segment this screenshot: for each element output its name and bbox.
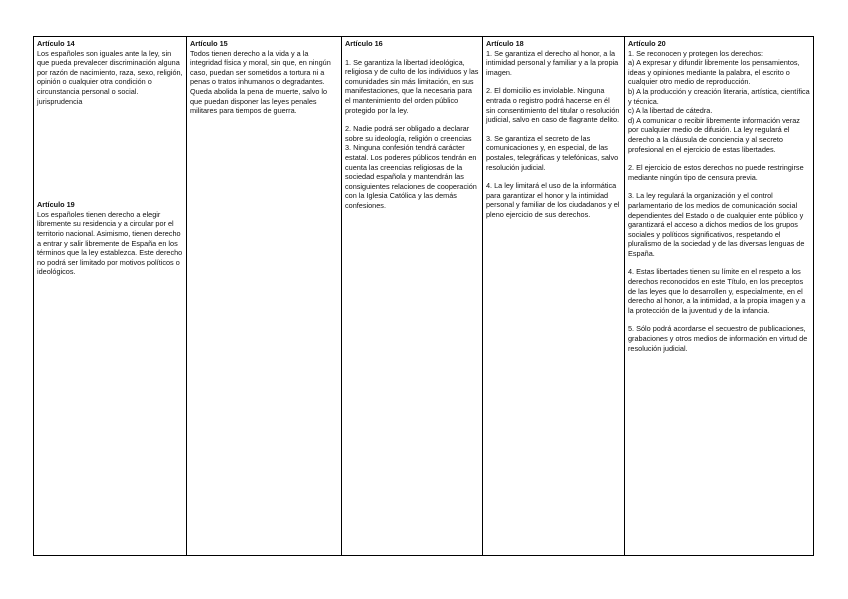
article-15-body: Todos tienen derecho a la vida y a la integridad física y moral, sin que, en ningún caso, puedan ser sometidos a tortura ni a penas o tratos inhumanos o degradantes. Queda abolida la pena de muerte, salvo lo que puedan disponer las leyes penales militares para tiempos de guerra. — [190, 48, 331, 116]
article-18-paragraph-4: 4. La ley limitará el uso de la informática para garantizar el honor y la intimidad personal y familiar de los ciudadanos y el pleno ejercicio de sus derechos. — [486, 181, 620, 219]
article-16-title: Artículo 16 — [345, 39, 383, 48]
article-14-body: Los españoles son iguales ante la ley, sin que pueda prevalecer discriminación alguna por razón de nacimiento, raza, sexo, religión, opinión o cualquier otra condición o circunstancia personal o social. — [37, 48, 183, 96]
table-row — [34, 37, 814, 556]
article-20-item-a: a) A expresar y difundir libremente los pensamientos, ideas y opiniones mediante la palabra, el escrito o cualquier otro medio de reproducción. — [628, 58, 800, 87]
article-15-title: Artículo 15 — [190, 39, 228, 48]
article-18-paragraph-3: 3. Se garantiza el secreto de las comunicaciones y, en especial, de las postales, telegráficas y telefónicas, salvo resolución judicial. — [486, 133, 619, 172]
article-20-item-b: b) A la producción y creación literaria, artística, científica y técnica. — [628, 86, 810, 106]
article-20-item-c: c) A la libertad de cátedra. — [628, 106, 713, 116]
article-16-paragraph-2: 2. Nadie podrá ser obligado a declarar sobre su ideología, religión o creencias — [345, 124, 472, 143]
article-19-title: Artículo 19 — [37, 200, 75, 210]
article-19-body: Los españoles tienen derecho a elegir libremente su residencia y a circular por el territorio nacional. Asimismo, tienen derecho a entrar y salir libremente de España en los términos que la ley establezca. Este derecho no podrá ser limitado por motivos políticos o ideológicos. — [37, 209, 183, 277]
article-16-cell — [342, 37, 483, 556]
article-15-cell — [187, 37, 342, 556]
article-14-19-cell — [34, 37, 187, 556]
article-18-title: Artículo 18 — [486, 39, 524, 48]
article-16-paragraph-3: 3. Ninguna confesión tendrá carácter estatal. Los poderes públicos tendrán en cuenta las creencias religiosas de la sociedad española y mantendrán las consiguientes relaciones de cooperación con la Iglesia Católica y las demás confesiones. — [345, 143, 477, 210]
article-20-paragraph-2: 2. El ejercicio de estos derechos no puede restringirse mediante ningún tipo de censura previa. — [628, 163, 804, 182]
articles-table — [33, 36, 814, 556]
jurisprudencia-note: jurisprudencia — [37, 96, 83, 106]
article-18-cell — [483, 37, 625, 556]
article-20-paragraph-1: 1. Se reconocen y protegen los derechos: — [628, 48, 764, 58]
article-16-paragraph-1: 1. Se garantiza la libertad ideológica, religiosa y de culto de los individuos y las comunidades sin más limitación, en sus manifestaciones, que la necesaria para el mantenimiento del orden público protegido por la ley. — [345, 57, 479, 115]
article-20-paragraph-5: 5. Sólo podrá acordarse el secuestro de publicaciones, grabaciones y otros medios de información en virtud de resolución judicial. — [628, 324, 808, 353]
article-20-title: Artículo 20 — [628, 39, 666, 48]
article-18-paragraph-2: 2. El domicilio es inviolable. Ninguna entrada o registro podrá hacerse en él sin consentimiento del titular o resolución judicial, salvo en caso de flagrante delito. — [486, 86, 620, 125]
article-20-paragraph-4: 4. Estas libertades tienen su límite en el respeto a los derechos reconocidos en este Título, en los preceptos de las leyes que lo desarrollen y, especialmente, en el derecho al honor, a la intimidad, a la propia imagen y a la protección de la juventud y de la infancia. — [628, 267, 806, 315]
article-20-paragraph-3: 3. La ley regulará la organización y el control parlamentario de los medios de comunicación social dependientes del Estado o de cualquier ente público y garantizará el acceso a dichos medios de los grupos sociales y políticos significativos, respetando el pluralismo de la sociedad y de las diversas lenguas de España. — [628, 191, 805, 258]
article-20-item-d: d) A comunicar o recibir libremente información veraz por cualquier medio de difusión. La ley regulará el derecho a la cláusula de conciencia y al secreto profesional en el ejercicio de estas libertades. — [628, 115, 800, 154]
article-18-paragraph-1: 1. Se garantiza el derecho al honor, a la intimidad personal y familiar y a la propia imagen. — [486, 48, 619, 77]
article-20-cell — [625, 37, 814, 556]
article-14-title: Artículo 14 — [37, 39, 75, 48]
